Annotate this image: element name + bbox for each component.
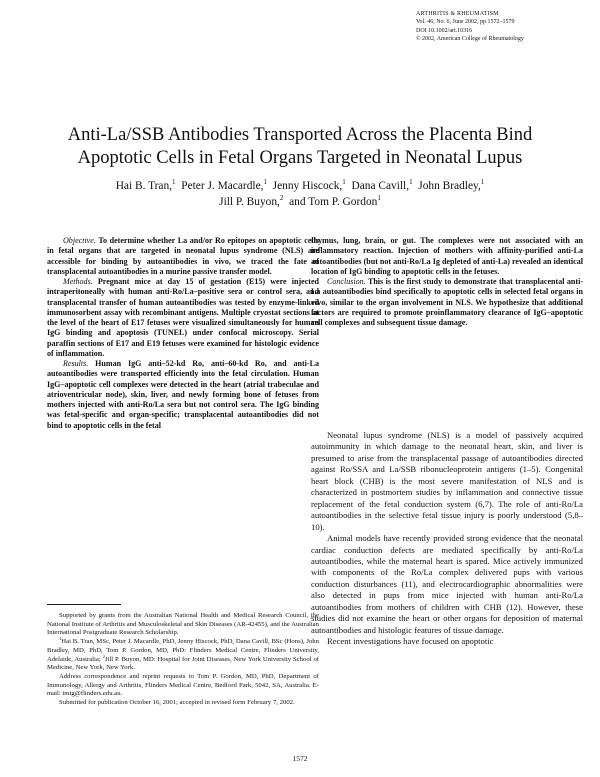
body-paragraph-3: Recent investigations have focused on apoptotic bbox=[327, 636, 494, 647]
abstract-methods bbox=[47, 277, 319, 359]
footnote-affiliations bbox=[47, 635, 320, 673]
journal-header bbox=[416, 10, 594, 44]
affiliation-marker: 1 bbox=[342, 178, 346, 187]
affiliation-marker: 2 bbox=[102, 653, 105, 659]
conclusion-label: Conclusion. bbox=[327, 277, 366, 286]
author-line-2 bbox=[20, 194, 580, 210]
article-title bbox=[20, 124, 580, 170]
title-line-2: Apoptotic Cells in Fetal Organs Targeted in Neonatal Lupus bbox=[77, 148, 523, 168]
results-label: Results. bbox=[63, 359, 89, 368]
journal-copyright: © 2002, American College of Rheumatology bbox=[416, 36, 524, 43]
affiliation-1: Hai B. Tran, MSc, Peter J. Macardle, PhD, Jenny Hiscock, PhD, Dana Cavill, BSc (Hons), John Bradley, MD, PhD, Tom P. Gordon, MD, PhD: Flinders Medical Centre, Flinders University, Adelaide, Australia; bbox=[47, 638, 319, 663]
methods-label: Methods. bbox=[63, 277, 93, 286]
conclusion-text: This is the first study to demonstrate that transplacental anti-La autoantibodies bind specifically to apoptotic cells in selected fetal organs in vivo, similar to the organ involvement in NLS. We hypothesize that additional factors are required to promote proinflammatory clearance of IgG–apoptotic cell complexes and subsequent tissue damage. bbox=[311, 277, 583, 327]
affiliation-marker: 1 bbox=[409, 178, 413, 187]
author-name: Hai B. Tran, bbox=[115, 180, 173, 192]
journal-volume-info: Vol. 46, No. 6, June 2002, pp 1572–1579 bbox=[416, 19, 515, 26]
results-text: Human IgG anti–52-kd Ro, anti–60-kd Ro, and anti-La autoantibodies were transported efficiently into the fetal circulation. Human IgG–apoptotic cell complexes were detected in the heart (atrial trabeculae and atrioventricular node), skin, liver, and newly forming bone of fetuses from mothers injected with anti-Ro/La sera but not control sera. The IgG binding was fetal-specific and organ-specific; transplacental autoantibodies did not bind to apoptotic cells in the fetal bbox=[47, 359, 319, 430]
affiliation-marker: 1 bbox=[172, 178, 176, 187]
body-paragraph-2: Animal models have recently provided strong evidence that the neonatal cardiac conduction defects are mediated specifically by anti-Ro/La autoantibodies, while the maternal heart is spared. Mice actively immunized with components of the Ro/La complex delivered pups with various conduction disturbances (11), and electrocardiographic abnormalities were also detected in pups from mice injected with human anti-Ro/La autoantibodies from mothers of children with CHB (12). However, these studies did not examine the heart or other organs for deposition of maternal autoantibodies and histologic features of tissue damage. bbox=[311, 533, 583, 635]
footnotes bbox=[47, 612, 319, 708]
body-paragraph-1: Neonatal lupus syndrome (NLS) is a model of passively acquired autoimmunity in which damage to the neonatal heart, skin, and liver is presumed to arise from the transplacental passage of autoantibodies directed against Ro/SSA and La/SSB ribonucleoprotein antigens (1–5). Congenital heart block (CHB) is the most severe manifestation of NLS and is characterized in postmortem studies by inflammation and connective tissue replacement of the fetal conduction system (6,7). The role of anti-Ro/La autoantibodies in the selective fetal tissue injury is poorly understood (5,8–10). bbox=[311, 430, 583, 532]
author-line-1 bbox=[20, 178, 580, 194]
author-list bbox=[20, 178, 580, 210]
abstract-results-continued: thymus, lung, brain, or gut. The complexes were not associated with an inflammatory reaction. Injection of mothers with affinity-purified anti-La autoantibodies (but not anti-Ro/La Ig depleted of anti-La) revealed an identical location of IgG binding to apoptotic cells in the fetuses. bbox=[311, 236, 583, 276]
footnote-support: Supported by grants from the Australian National Health and Medical Research Council, the National Institute of Arthritis and Musculoskeletal and Skin Diseases (AR-42455), and the Australian International Postgraduate Research Scholarship. bbox=[47, 612, 319, 637]
affiliation-marker: 1 bbox=[59, 635, 62, 641]
affiliation-marker: 1 bbox=[377, 194, 381, 203]
author-name: Dana Cavill, bbox=[351, 180, 410, 192]
journal-name: ARTHRITIS & RHEUMATISM bbox=[416, 11, 499, 17]
objective-label: Objective. bbox=[63, 236, 96, 245]
methods-text: Pregnant mice at day 15 of gestation (E15) were injected intraperitoneally with human anti-Ro/La–positive sera or control sera, and transplacental transfer of human autoantibodies was tested by enzyme-linked immunosorbent assay with recombinant antigens. Multiple cryostat sections at the level of the heart of E17 fetuses were visualized simultaneously for human IgG binding and apoptosis (TUNEL) under confocal microscopy. Serial paraffin sections of E17 and E19 fetuses were examined for histologic evidence of inflammation. bbox=[47, 277, 319, 358]
affiliation-2: Jill P. Buyon, MD: Hospital for Joint Diseases, New York University School of Medicine, New York, New York. bbox=[47, 655, 320, 672]
author-name: Peter J. Macardle, bbox=[181, 180, 264, 192]
footnote-divider bbox=[47, 604, 121, 605]
abstract-conclusion bbox=[311, 277, 583, 328]
title-line-1: Anti-La/SSB Antibodies Transported Across the Placenta Bind bbox=[67, 125, 533, 145]
affiliation-marker: 2 bbox=[279, 194, 284, 203]
affiliation-marker: 1 bbox=[263, 178, 267, 187]
footnote-dates: Submitted for publication October 16, 2001; accepted in revised form February 7, 2002. bbox=[59, 699, 295, 707]
abstract-objective bbox=[47, 236, 319, 277]
body-text bbox=[311, 430, 583, 648]
author-name: John Bradley, bbox=[418, 180, 481, 192]
author-name: Jenny Hiscock, bbox=[272, 180, 343, 192]
abstract-left-column bbox=[47, 236, 319, 431]
objective-text: To determine whether La and/or Ro epitopes on apoptotic cells in fetal organs that are targeted in neonatal lupus syndrome (NLS) are accessible for binding by autoantibodies in vivo, we traced the fate of transplacental autoantibodies in a murine passive transfer model. bbox=[47, 236, 319, 276]
affiliation-marker: 1 bbox=[480, 178, 485, 187]
author-name: Jill P. Buyon, bbox=[219, 196, 280, 208]
author-name: and Tom P. Gordon bbox=[289, 196, 378, 208]
footnote-correspondence: Address correspondence and reprint requests to Tom P. Gordon, MD, PhD, Department of Immunology, Allergy and Arthritis, Flinders Medical Centre, Bedford Park, 5042, SA, Australia. E-mail: imtg@flinders.edu.au. bbox=[47, 672, 319, 698]
page-number: 1572 bbox=[292, 754, 308, 763]
abstract-right-column bbox=[311, 236, 583, 328]
journal-doi: DOI 10.1002/art.10316 bbox=[416, 27, 473, 34]
abstract-results bbox=[47, 359, 319, 431]
